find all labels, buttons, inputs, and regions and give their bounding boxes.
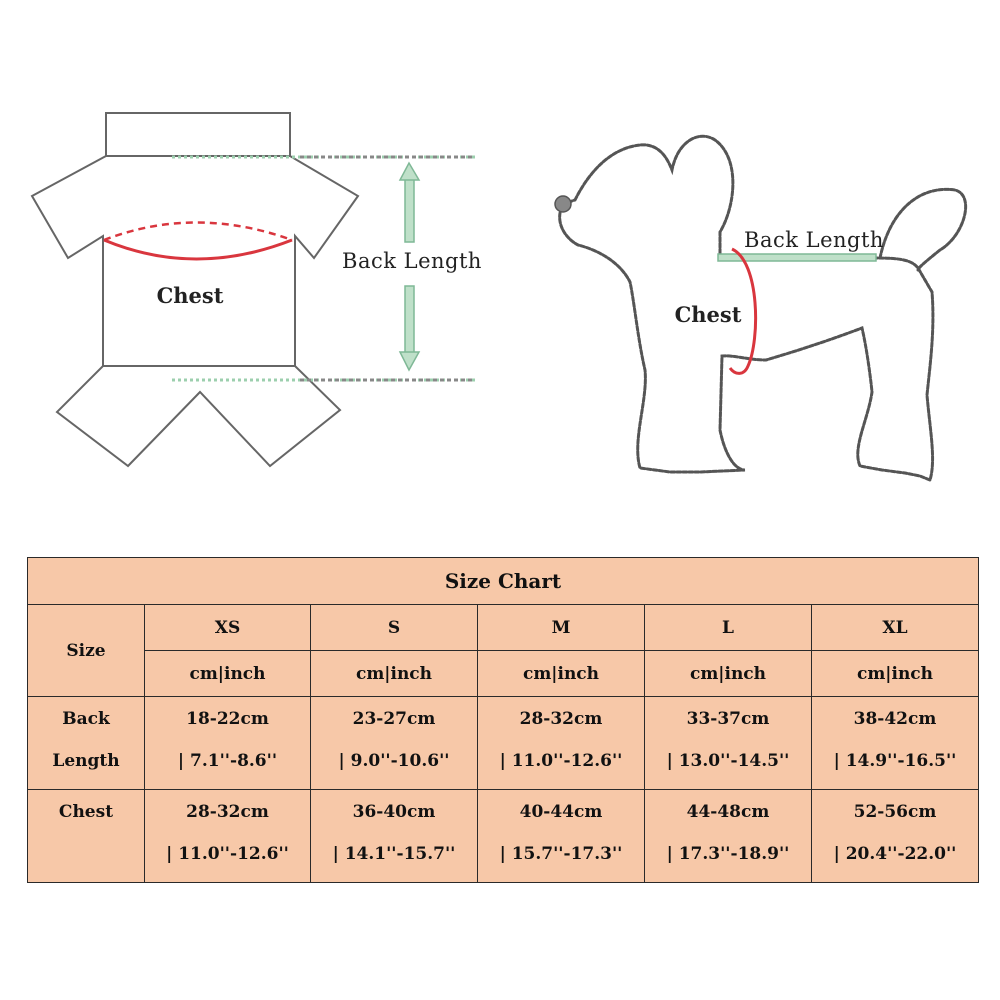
dog-back-length-label: Back Length bbox=[744, 228, 884, 252]
back-length-inch: | 13.0''-14.5'' bbox=[666, 751, 790, 771]
back-length-cm: 23-27cm bbox=[352, 709, 436, 729]
size-header-xs: XS bbox=[145, 605, 311, 651]
unit-l: cm|inch bbox=[645, 651, 812, 697]
chest-inch: | 20.4''-22.0'' bbox=[833, 844, 957, 864]
size-header-m: M bbox=[478, 605, 645, 651]
chest-cm: 40-44cm bbox=[519, 802, 603, 822]
back-length-cm: 38-42cm bbox=[853, 709, 937, 729]
back-length-xs bbox=[145, 697, 311, 790]
chest-row bbox=[28, 790, 979, 883]
unit-xl: cm|inch bbox=[812, 651, 979, 697]
size-header-label: Size bbox=[28, 605, 145, 697]
dog-outline bbox=[560, 136, 966, 480]
size-chart-title: Size Chart bbox=[28, 558, 979, 605]
size-chart-table bbox=[27, 557, 979, 883]
back-length-inch: | 11.0''-12.6'' bbox=[499, 751, 623, 771]
back-length-l bbox=[645, 697, 812, 790]
chest-xl bbox=[812, 790, 979, 883]
chest-cm: 52-56cm bbox=[853, 802, 937, 822]
chest-inch: | 11.0''-12.6'' bbox=[166, 844, 289, 864]
chest-cm: 44-48cm bbox=[686, 802, 770, 822]
chest-inch: | 15.7''-17.3'' bbox=[499, 844, 623, 864]
back-length-m bbox=[478, 697, 645, 790]
back-length-s bbox=[311, 697, 478, 790]
dog-chest-label: Chest bbox=[674, 302, 742, 327]
garment-body bbox=[32, 156, 358, 366]
chest-inch: | 17.3''-18.9'' bbox=[666, 844, 790, 864]
unit-m: cm|inch bbox=[478, 651, 645, 697]
back-length-inch: | 14.9''-16.5'' bbox=[833, 751, 957, 771]
chest-inch: | 14.1''-15.7'' bbox=[332, 844, 456, 864]
chest-cm: 36-40cm bbox=[352, 802, 436, 822]
back-length-xl bbox=[812, 697, 979, 790]
chest-label: Chest bbox=[58, 802, 114, 822]
dog-nose bbox=[555, 196, 571, 212]
back-length-label-line2: Length bbox=[52, 751, 120, 771]
back-length-cm: 33-37cm bbox=[686, 709, 770, 729]
back-length-row-label bbox=[28, 697, 145, 790]
back-length-inch: | 9.0''-10.6'' bbox=[338, 751, 450, 771]
chest-row-label bbox=[28, 790, 145, 883]
chest-cm: 28-32cm bbox=[186, 802, 269, 822]
unit-xs: cm|inch bbox=[145, 651, 311, 697]
size-header-xl: XL bbox=[812, 605, 979, 651]
back-length-inch: | 7.1''-8.6'' bbox=[177, 751, 278, 771]
unit-s: cm|inch bbox=[311, 651, 478, 697]
back-length-cm: 18-22cm bbox=[186, 709, 269, 729]
chest-s bbox=[311, 790, 478, 883]
back-length-label-line1: Back bbox=[62, 709, 110, 729]
garment-back-length-label: Back Length bbox=[342, 249, 482, 273]
size-header-l: L bbox=[645, 605, 812, 651]
garment-chest-label: Chest bbox=[156, 283, 224, 308]
chest-xs bbox=[145, 790, 311, 883]
back-length-row bbox=[28, 697, 979, 790]
back-length-cm: 28-32cm bbox=[519, 709, 603, 729]
chest-m bbox=[478, 790, 645, 883]
garment-collar bbox=[106, 113, 290, 156]
chest-l bbox=[645, 790, 812, 883]
size-header-s: S bbox=[311, 605, 478, 651]
